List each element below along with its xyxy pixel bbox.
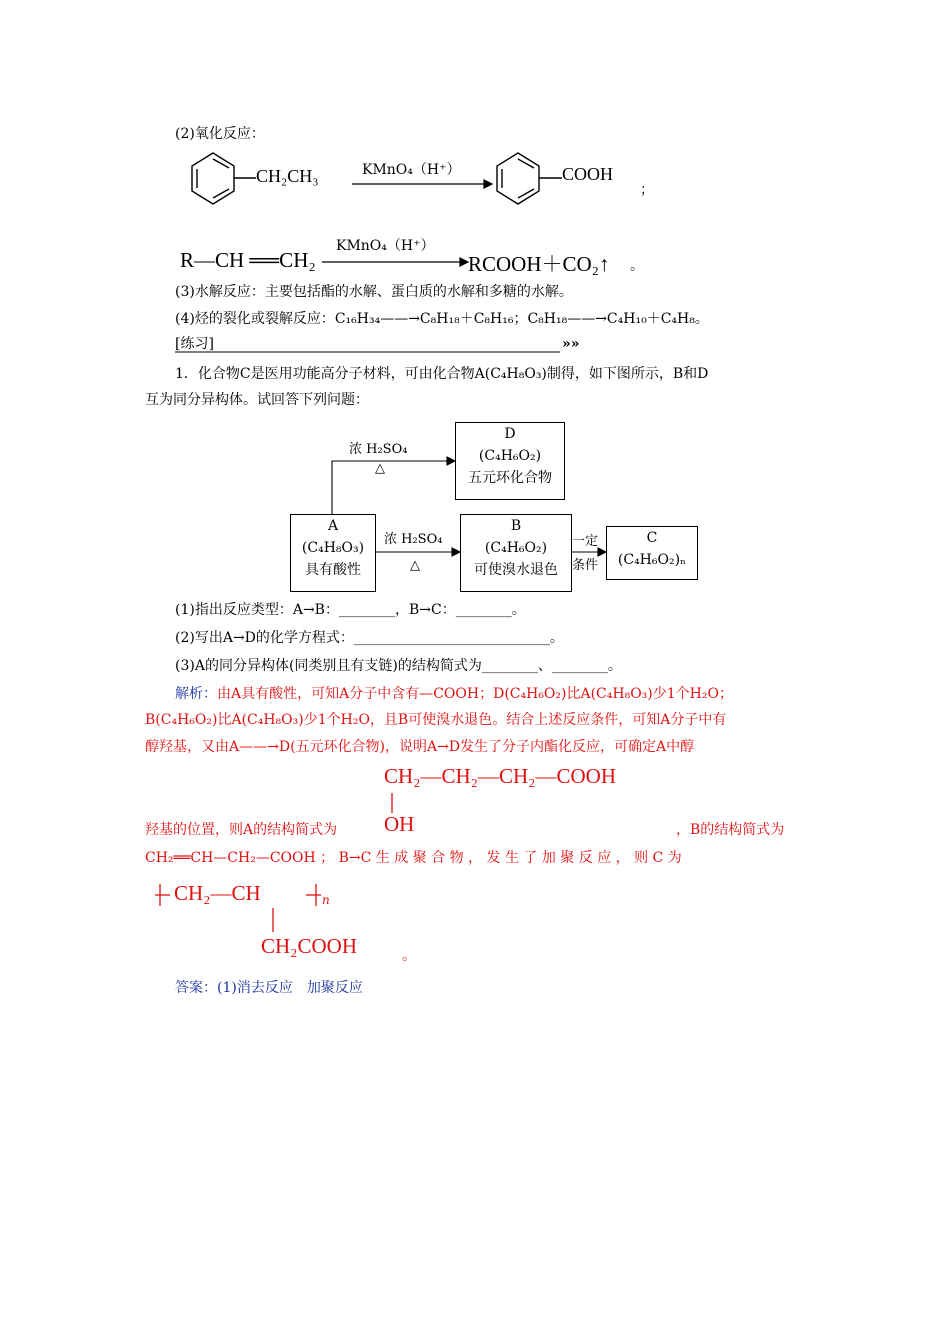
polymer-subscript-n: n — [322, 893, 330, 907]
benzoic-acid-substituent: COOH — [562, 164, 614, 184]
section-2-title: (2)氧化反应： — [175, 126, 265, 142]
heat-a-to-b: △ — [410, 558, 420, 573]
eq1-tail: ； — [640, 182, 654, 198]
analysis-line-2: B(C₄H₆O₂)比A(C₄H₈O₃)少1个H₂O，且B可使溴水退色。结合上述反应条件，可知A分子中有 — [145, 712, 727, 728]
section-4-cracking: (4)烃的裂化或裂解反应：C₁₆H₃₄——→C₈H₁₈＋C₈H₁₆；C₈H₁₈——→C₄H₁₀＋C₄H₈。 — [175, 311, 709, 327]
oxidation-products: RCOOH＋CO₂↑ — [468, 252, 610, 276]
section-3-hydrolysis: (3)水解反应：主要包括酯的水解、蛋白质的水解和多糖的水解。 — [175, 284, 573, 300]
compound-d-box — [455, 422, 565, 500]
compound-b-box — [460, 514, 572, 592]
question-1: (1)指出反应类型：A→B：________，B→C：________。 — [175, 602, 526, 618]
compound-d-letter: D — [504, 426, 516, 442]
question-line-2: 互为同分异构体。试回答下列问题： — [145, 392, 369, 408]
answer-text: (1)消去反应 加聚反应 — [217, 980, 363, 996]
condition-kmno4-1: KMnO₄（H⁺） — [362, 162, 461, 178]
ethylbenzene-substituent: CH₂CH₃ — [256, 166, 319, 186]
analysis-line-5: CH₂══CH—CH₂—COOH ； B→C 生 成 聚 合 物 ， 发 生 了 加 聚 反 应 ， 则 C 为 — [145, 850, 682, 866]
question-2: (2)写出A→D的化学方程式：____________________________。 — [175, 630, 564, 646]
compound-c-box — [606, 526, 698, 580]
analysis-line-1 — [175, 684, 733, 704]
heat-a-to-d: △ — [375, 461, 385, 476]
compound-c-letter: C — [646, 530, 658, 546]
compound-b-formula: (C₄H₆O₂) — [484, 540, 548, 556]
structure-a-hydroxyl: OH — [384, 812, 415, 836]
compound-b-letter: B — [510, 518, 522, 534]
analysis-text-1: 由A具有酸性，可知A分子中含有—COOH；D(C₄H₆O₂)比A(C₄H₈O₃)少1个H₂O； — [217, 686, 733, 702]
polymer-chain: CH₂—CH — [174, 881, 261, 905]
analysis-label: 解析： — [175, 686, 217, 702]
analysis-line-3: 醇羟基，又由A——→D(五元环化合物)，说明A→D发生了分子内酯化反应，可确定A中醇 — [145, 739, 695, 755]
compound-a-formula: (C₄H₈O₃) — [301, 540, 365, 556]
analysis-line-4-post: ，B的结构简式为 — [676, 822, 785, 838]
eq2-tail: 。 — [630, 258, 644, 274]
question-3: (3)A的同分异构体(同类别且有支链)的结构简式为________、________。 — [175, 658, 622, 674]
reaction-arrow-2 — [322, 258, 468, 266]
answer-label: 答案： — [175, 980, 217, 996]
condition-b-to-c-1: 一定 — [572, 534, 599, 549]
benzene-ring-2-icon — [497, 153, 562, 204]
condition-a-to-b: 浓 H₂SO₄ — [384, 532, 443, 547]
condition-b-to-c-2: 条件 — [572, 558, 599, 573]
compound-b-desc: 可使溴水退色 — [474, 562, 558, 578]
answer-line — [175, 978, 363, 998]
compound-d-desc: 五元环化合物 — [468, 470, 552, 486]
alkene-reactant: R—CH ══CH₂ — [180, 248, 316, 272]
compound-a-box — [290, 514, 376, 592]
compound-a-desc: 具有酸性 — [305, 562, 361, 578]
compound-a-letter: A — [327, 518, 339, 534]
reaction-arrow-1 — [352, 180, 492, 188]
condition-a-to-d: 浓 H₂SO₄ — [349, 442, 408, 457]
practice-arrows-icon: »» — [562, 336, 580, 352]
practice-label: [练习] — [175, 336, 214, 352]
analysis-line-4-pre: 羟基的位置，则A的结构简式为 — [145, 822, 338, 838]
benzene-ring-1-icon — [192, 153, 256, 204]
structure-a-chain: CH₂—CH₂—CH₂—COOH — [384, 764, 616, 788]
polymer-branch: CH₂COOH — [261, 934, 357, 958]
polymer-end: 。 — [402, 948, 416, 964]
compound-d-formula: (C₄H₆O₂) — [478, 448, 542, 464]
condition-kmno4-2: KMnO₄（H⁺） — [336, 238, 435, 254]
question-line-1: 1．化合物C是医用功能高分子材料，可由化合物A(C₄H₈O₃)制得，如下图所示，B和D — [175, 366, 709, 382]
compound-c-formula: (C₄H₆O₂)ₙ — [617, 552, 687, 568]
